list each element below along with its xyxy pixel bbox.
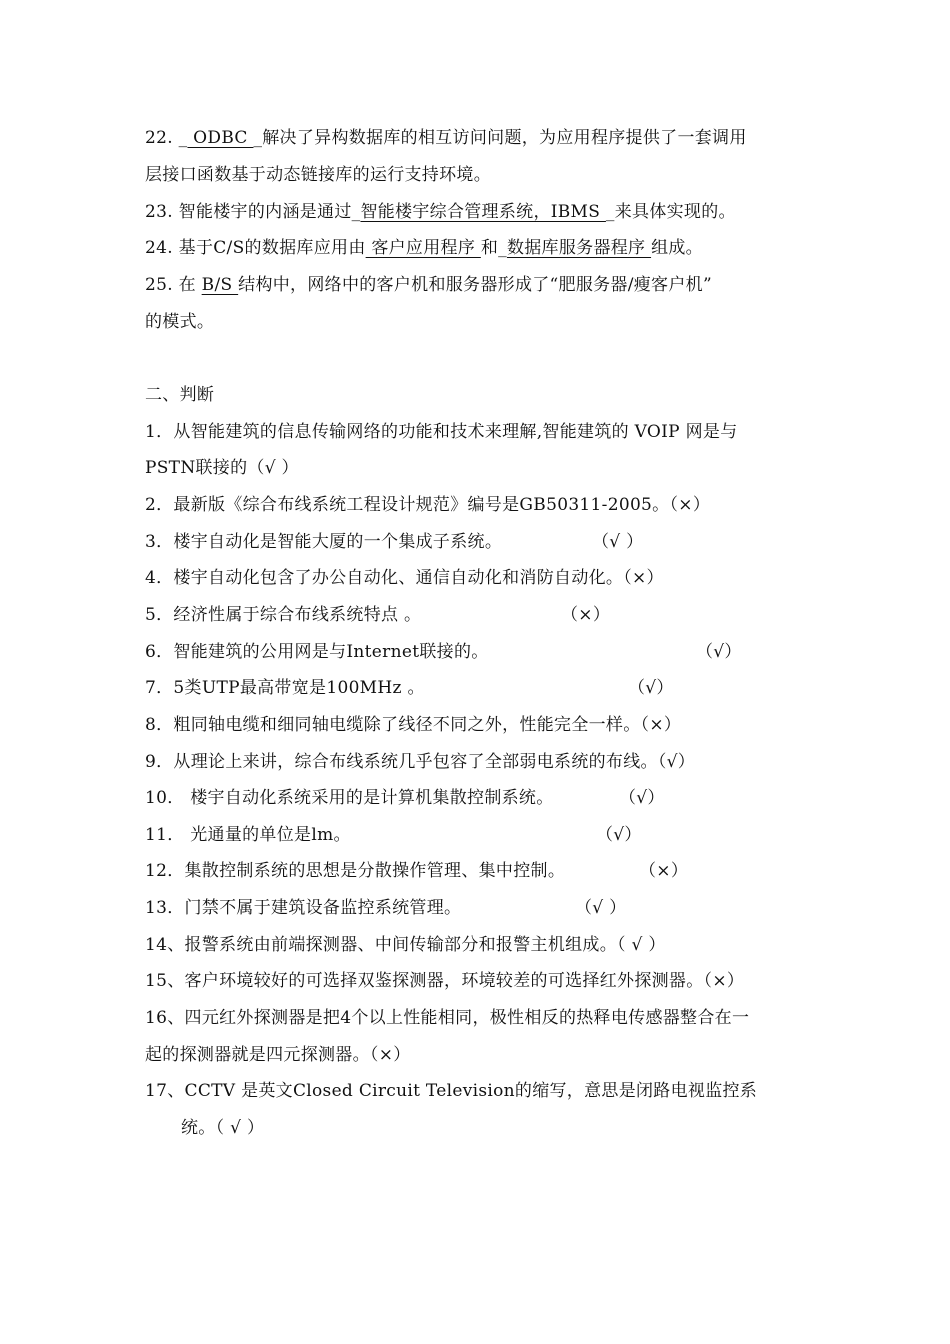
answer-blank: 数据库服务器程序	[506, 238, 652, 258]
judge-item-12: 12．集散控制系统的思想是分散操作管理、集中控制。 （×）	[145, 861, 689, 881]
fill-in-item-24: 24. 基于C/S的数据库应用由 客户应用程序 和_数据库服务器程序 组成。	[145, 238, 703, 258]
judge-item-11: 11． 光通量的单位是lm。 （√）	[145, 825, 642, 845]
judge-item-16: 16、四元红外探测器是把4个以上性能相同，极性相反的热释电传感器整合在一	[145, 1008, 750, 1028]
judge-answer: （√）	[628, 678, 674, 698]
judge-item-10: 10． 楼宇自动化系统采用的是计算机集散控制系统。 （√）	[145, 788, 665, 808]
judge-item-13: 13．门禁不属于建筑设备监控系统管理。 （√ ）	[145, 898, 627, 918]
fill-in-item-25-continued: 的模式。	[145, 312, 215, 332]
fill-in-item-22-continued: 层接口函数基于动态链接库的运行支持环境。	[145, 165, 491, 185]
judge-item-1: 1．从智能建筑的信息传输网络的功能和技术来理解,智能建筑的 VOIP 网是与	[145, 422, 738, 442]
fill-in-item-25: 25. 在 B/S 结构中，网络中的客户机和服务器形成了“肥服务器/瘦客户机”	[145, 275, 712, 295]
judge-answer: （×）	[639, 861, 689, 881]
judge-item-17: 17、CCTV 是英文Closed Circuit Television的缩写，意思是闭路电视监控系	[145, 1081, 758, 1101]
judge-item-1-continued: PSTN联接的（√ ）	[145, 458, 299, 478]
judge-answer: （×）	[561, 605, 611, 625]
judge-item-16-continued: 起的探测器就是四元探测器。（×）	[145, 1045, 411, 1065]
item-number: 23.	[145, 202, 173, 222]
judge-item-3: 3．楼宇自动化是智能大厦的一个集成子系统。 （√ ）	[145, 532, 644, 552]
fill-in-item-23: 23. 智能楼宇的内涵是通过_智能楼宇综合管理系统，IBMS _来具体实现的。	[145, 202, 736, 222]
judge-item-15: 15、客户环境较好的可选择双鉴探测器，环境较差的可选择红外探测器。（×）	[145, 971, 745, 991]
judge-answer: （√ ）	[592, 532, 644, 552]
answer-blank: 智能楼宇综合管理系统，IBMS	[360, 202, 606, 222]
judge-item-14: 14、报警系统由前端探测器、中间传输部分和报警主机组成。（ √ ）	[145, 935, 666, 955]
answer-blank: ODBC	[187, 128, 254, 148]
judge-item-8: 8．粗同轴电缆和细同轴电缆除了线径不同之外，性能完全一样。（×）	[145, 715, 682, 735]
judge-item-17-continued: 统。（ √ ）	[181, 1118, 265, 1138]
section-title: 二、判断	[145, 385, 215, 405]
judge-item-5: 5．经济性属于综合布线系统特点 。 （×）	[145, 605, 611, 625]
judge-answer: （√ ）	[575, 898, 627, 918]
answer-blank: B/S	[201, 275, 239, 295]
item-number: 24.	[145, 238, 173, 258]
judge-answer: （√）	[619, 788, 665, 808]
judge-answer: （√）	[596, 825, 642, 845]
judge-item-7: 7．5类UTP最高带宽是100MHz 。 （√）	[145, 678, 674, 698]
judge-item-6: 6．智能建筑的公用网是与Internet联接的。 （√）	[145, 642, 742, 662]
judge-item-4: 4．楼宇自动化包含了办公自动化、通信自动化和消防自动化。（×）	[145, 568, 664, 588]
item-number: 25.	[145, 275, 173, 295]
judge-answer: （√）	[696, 642, 742, 662]
judge-item-9: 9．从理论上来讲，综合布线系统几乎包容了全部弱电系统的布线。（√）	[145, 752, 696, 772]
answer-blank: 客户应用程序	[365, 238, 481, 258]
item-number: 22.	[145, 128, 173, 148]
judge-item-2: 2．最新版《综合布线系统工程设计规范》编号是GB50311-2005。（×）	[145, 495, 711, 515]
fill-in-item-22: 22. _ ODBC _解决了异构数据库的相互访问问题，为应用程序提供了一套调用	[145, 128, 747, 148]
